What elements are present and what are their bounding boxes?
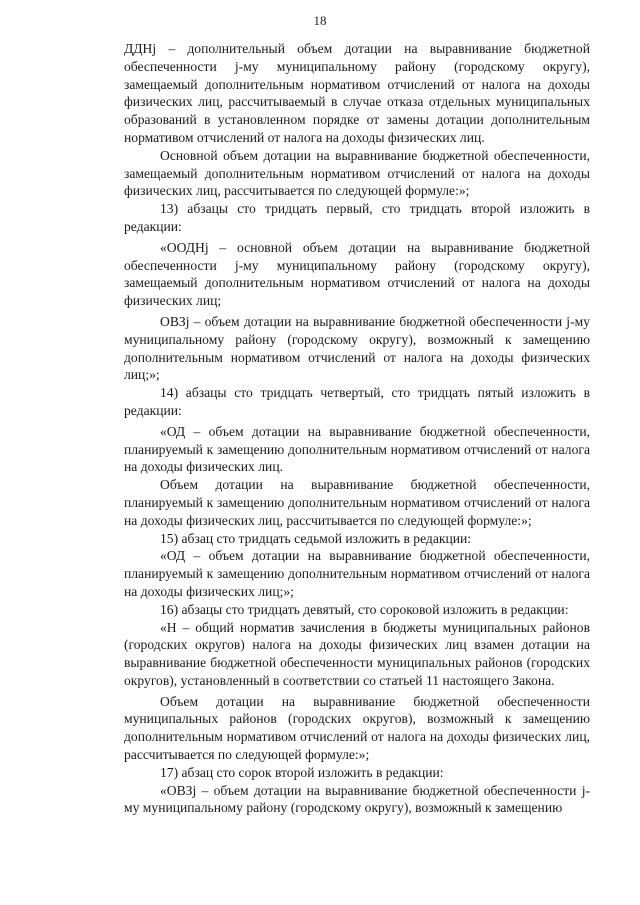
- paragraph-14: 17) абзац сто сорок второй изложить в редакции:: [160, 764, 444, 780]
- paragraph-9: 15) абзац сто тридцать седьмой изложить в редакции:: [160, 530, 472, 546]
- paragraph-15: «ОВЗj – объем дотации на выравнивание бюджетной обеспеченности j-му муниципальному району (городскому округу), возможный к замещению: [124, 782, 590, 816]
- page-number: 18: [313, 13, 327, 28]
- paragraph-13: Объем дотации на выравнивание бюджетной обеспеченности муниципальных районов (городских округов), возможный к замещению дополнительным нормативом отчислений от налога на доходы физических лиц, рассчитывается по следующей формуле:»;: [124, 693, 590, 763]
- paragraph-2: Основной объем дотации на выравнивание бюджетной обеспеченности, замещаемый дополнительным нормативом отчислений от налога на доходы физических лиц, рассчитывается по следующей формуле:»;: [124, 147, 590, 199]
- paragraph-5: ОВЗj – объем дотации на выравнивание бюджетной обеспеченности j-му муниципальному району (городскому округу), возможный к замещению дополнительным нормативом отчислений от налога на доходы физических лиц;»;: [124, 313, 590, 383]
- paragraph-6: 14) абзацы сто тридцать четвертый, сто тридцать пятый изложить в редакции:: [124, 385, 590, 418]
- paragraph-8: Объем дотации на выравнивание бюджетной обеспеченности, планируемый к замещению дополнительным нормативом отчислений от налога на доходы физических лиц, рассчитывается по следующей формуле:»;: [124, 477, 590, 528]
- document-body: [124, 40, 590, 817]
- paragraph-1: ДДНj – дополнительный объем дотации на выравнивание бюджетной обеспеченности j-му муниципальному району (городскому округу), замещаемый дополнительным нормативом отчислений от налога на доходы физических лиц, рассчитываемый в случае отказа отдельных муниципальных образований в установленном порядке от замены дотации дополнительным нормативом отчислений от налога на доходы физических лиц.: [124, 41, 590, 145]
- paragraph-11: 16) абзацы сто тридцать девятый, сто сороковой изложить в редакции:: [160, 601, 569, 617]
- paragraph-3: 13) абзацы сто тридцать первый, сто тридцать второй изложить в редакции:: [124, 201, 590, 234]
- paragraph-4: «ООДНj – основной объем дотации на выравнивание бюджетной обеспеченности j-му муниципальному району (городскому округу), замещаемый дополнительным нормативом отчислений от налога на доходы физических лиц;: [124, 239, 590, 309]
- paragraph-7: «ОД – объем дотации на выравнивание бюджетной обеспеченности, планируемый к замещению дополнительным нормативом отчислений от налога на доходы физических лиц.: [124, 423, 590, 475]
- paragraph-12: «Н – общий норматив зачисления в бюджеты муниципальных районов (городских округов) налога на доходы физических лиц взамен дотации на выравнивание бюджетной обеспеченности муниципальных районов (городских округов), установленный в соответствии со статьей 11 настоящего Закона.: [124, 619, 590, 688]
- paragraph-10: «ОД – объем дотации на выравнивание бюджетной обеспеченности, планируемый к замещению дополнительным нормативом отчислений от налога на доходы физических лиц;»;: [124, 548, 590, 599]
